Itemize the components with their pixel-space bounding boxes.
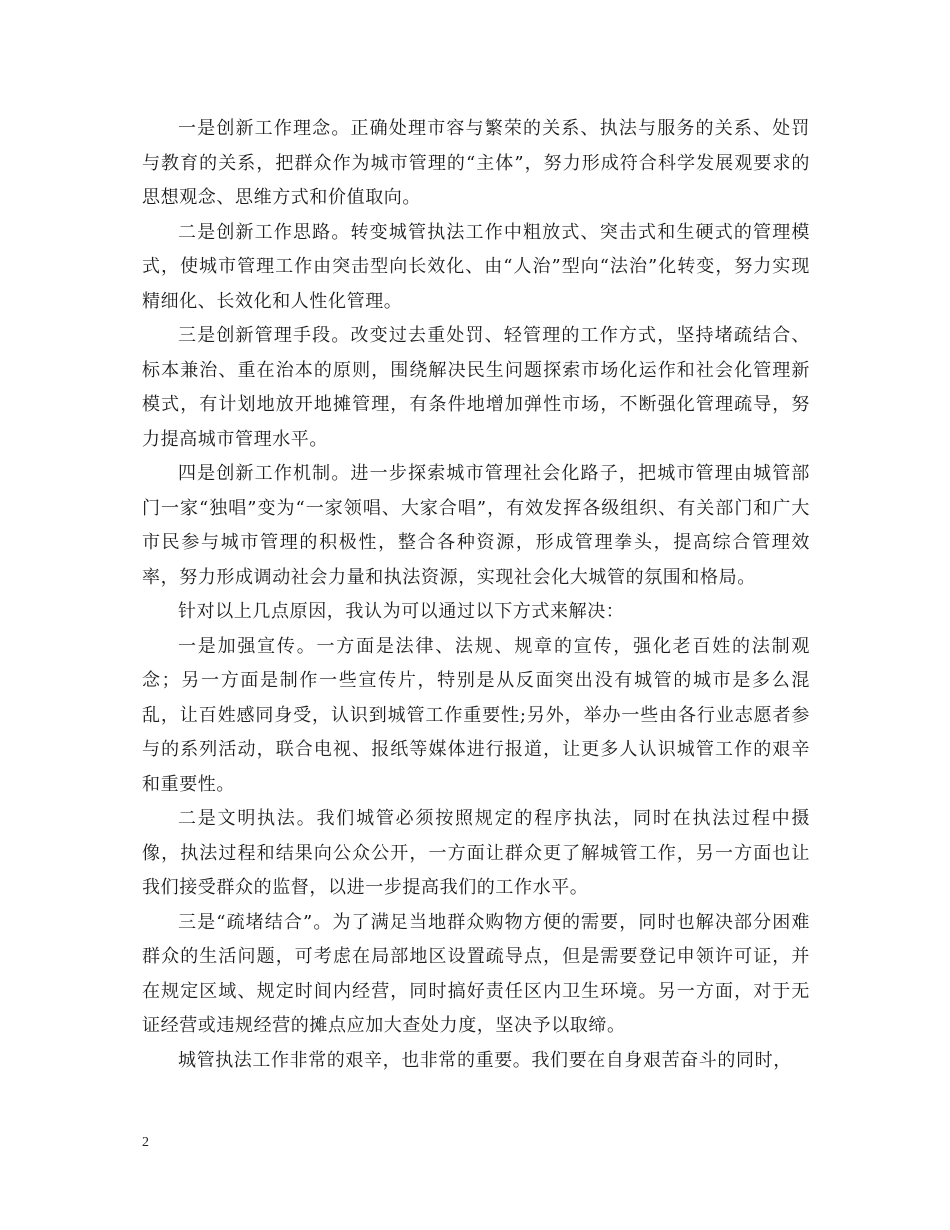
paragraph-2: 二是创新工作思路。转变城管执法工作中粗放式、突击式和生硬式的管理模式，使城市管理工作由突击型向长效化、由“人治”型向“法治”化转变，努力实现精细化、长效化和人性化管理。 bbox=[142, 221, 810, 312]
paragraph-6: 一是加强宣传。一方面是法律、法规、规章的宣传，强化老百姓的法制观念；另一方面是制作一些宣传片，特别是从反面突出没有城管的城市是多么混乱，让百姓感同身受，认识到城管工作重要性;另外，举办一些由各行业志愿者参与的系列活动，联合电视、报纸等媒体进行报道，让更多人认识城管工作的艰辛和重要性。 bbox=[142, 635, 810, 795]
paragraph-4: 四是创新工作机制。进一步探索城市管理社会化路子，把城市管理由城管部门一家“独唱”变为“一家领唱、大家合唱”，有效发挥各级组织、有关部门和广大市民参与城市管理的积极性，整合各种资源，形成管理拳头，提高综合管理效率，努力形成调动社会力量和执法资源，实现社会化大城管的氛围和格局。 bbox=[142, 463, 810, 588]
paragraph-9: 城管执法工作非常的艰辛，也非常的重要。我们要在自身艰苦奋斗的同时， bbox=[178, 1049, 792, 1071]
paragraph-8: 三是“疏堵结合”。为了满足当地群众购物方便的需要，同时也解决部分困难群众的生活问题，可考虑在局部地区设置疏导点，但是需要登记申领许可证，并在规定区域、规定时间内经营，同时搞好责任区内卫生环境。另一方面，对于无证经营或违规经营的摊点应加大查处力度，坚决予以取缔。 bbox=[142, 911, 810, 1036]
paragraph-5: 针对以上几点原因，我认为可以通过以下方式来解决： bbox=[178, 601, 625, 622]
paragraph-3: 三是创新管理手段。改变过去重处罚、轻管理的工作方式，坚持堵疏结合、标本兼治、重在治本的原则，围绕解决民生问题探索市场化运作和社会化管理新模式，有计划地放开地摊管理，有条件地增加弹性市场，不断强化管理疏导，努力提高城市管理水平。 bbox=[142, 325, 810, 450]
paragraph-1: 一是创新工作理念。正确处理市容与繁荣的关系、执法与服务的关系、处罚与教育的关系，把群众作为城市管理的“主体”，努力形成符合科学发展观要求的思想观念、思维方式和价值取向。 bbox=[142, 118, 810, 208]
document-body bbox=[142, 112, 810, 1078]
page-number: 2 bbox=[142, 1135, 149, 1150]
paragraph-7: 二是文明执法。我们城管必须按照规定的程序执法，同时在执法过程中摄像，执法过程和结果向公众公开，一方面让群众更了解城管工作，另一方面也让我们接受群众的监督，以进一步提高我们的工作水平。 bbox=[142, 808, 810, 898]
